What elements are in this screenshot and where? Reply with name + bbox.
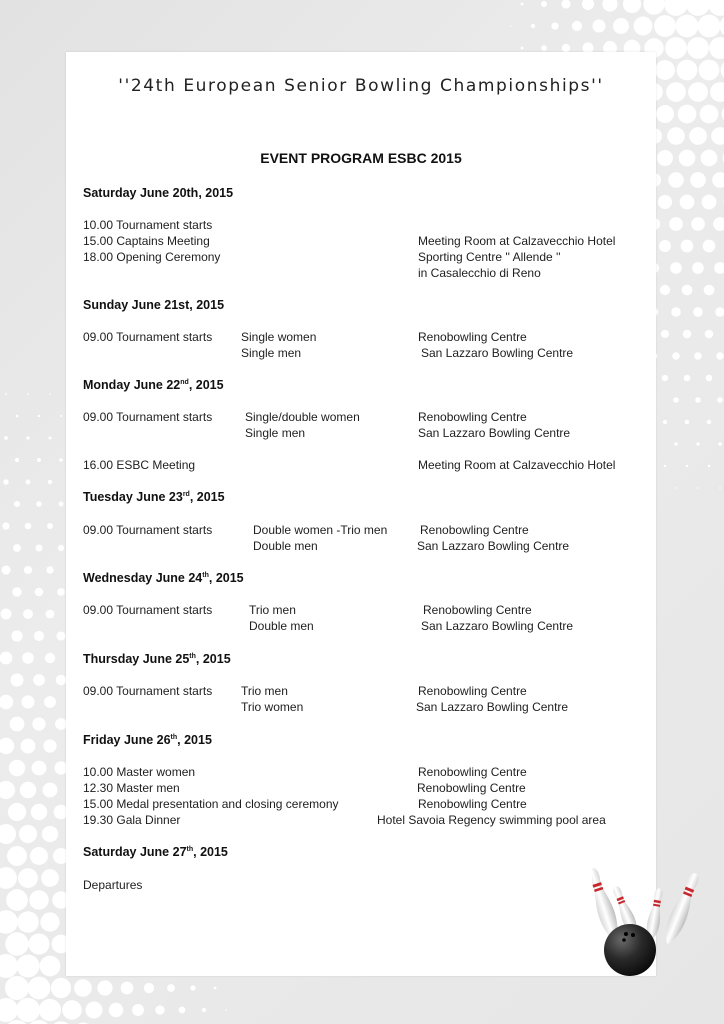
bowling-pin-icon	[660, 870, 702, 947]
background-dot	[121, 982, 134, 995]
background-dot	[689, 127, 707, 145]
background-dot	[25, 523, 32, 530]
background-dot	[664, 465, 666, 467]
background-dot	[702, 195, 717, 210]
background-dot	[33, 674, 45, 686]
background-dot	[690, 172, 706, 188]
event-venue: Renobowling Centre	[418, 765, 527, 779]
background-dot	[35, 588, 44, 597]
background-dot	[18, 868, 38, 888]
background-dot	[46, 610, 55, 619]
day-heading	[83, 490, 225, 504]
background-dot	[704, 285, 715, 296]
event-venue: in Casalecchio di Reno	[418, 266, 541, 280]
background-dot	[706, 375, 713, 382]
background-dot	[634, 17, 653, 36]
event-time-activity: 09.00 Tournament starts	[83, 330, 213, 344]
background-dot	[26, 480, 31, 485]
program-title: EVENT PROGRAM ESBC 2015	[260, 150, 462, 166]
background-dot	[0, 998, 18, 1022]
event-time-activity: 12.30 Master men	[83, 781, 180, 795]
event-venue: Meeting Room at Calzavecchio Hotel	[418, 458, 616, 472]
background-dot	[13, 544, 21, 552]
event-venue: San Lazzaro Bowling Centre	[421, 619, 574, 633]
background-dot	[32, 717, 45, 730]
event-category: Trio men	[249, 603, 296, 617]
background-dot	[24, 566, 32, 574]
day-heading-text: Tuesday June 23	[83, 490, 183, 504]
background-dot	[714, 262, 724, 274]
event-time-activity: 09.00 Tournament starts	[83, 523, 213, 537]
background-dot	[179, 1007, 186, 1014]
background-dot	[27, 393, 29, 395]
day-heading-year: , 2015	[195, 652, 231, 666]
program-sheet	[66, 52, 656, 976]
background-dot	[673, 397, 679, 403]
background-dot	[682, 285, 693, 296]
event-venue: San Lazzaro Bowling Centre	[416, 700, 569, 714]
bowling-ball-icon	[604, 924, 656, 976]
background-dot	[674, 442, 678, 446]
day-ordinal-suffix: th	[170, 733, 178, 741]
background-dot	[658, 195, 672, 209]
background-dot	[685, 420, 690, 425]
background-dot	[0, 910, 18, 934]
background-dot	[686, 0, 710, 16]
event-category: Trio men	[241, 684, 288, 698]
background-dot	[109, 1003, 123, 1017]
background-dot	[5, 932, 28, 955]
background-dot	[44, 696, 56, 708]
background-dot	[47, 523, 53, 529]
background-dot	[696, 442, 700, 446]
background-dot	[48, 480, 52, 484]
event-category: Single men	[245, 426, 306, 440]
background-dot	[665, 37, 687, 59]
background-dot	[701, 150, 718, 167]
background-dot	[5, 393, 7, 395]
background-dot	[16, 998, 40, 1022]
document-title: ''24th European Senior Bowling Championships''	[118, 76, 604, 96]
background-dot	[43, 783, 58, 798]
day-ordinal-suffix: th	[202, 571, 209, 579]
event-time-activity: 15.00 Medal presentation and closing ceremony	[83, 797, 339, 811]
background-dot	[677, 60, 698, 81]
background-dot	[659, 240, 671, 252]
background-dot	[40, 912, 59, 931]
event-venue: San Lazzaro Bowling Centre	[421, 346, 574, 360]
background-dot	[21, 695, 34, 708]
background-dot	[32, 761, 47, 776]
background-dot	[10, 717, 25, 732]
background-dot	[613, 18, 629, 34]
background-dot	[56, 631, 65, 640]
background-dot	[41, 869, 59, 887]
background-dot	[572, 21, 582, 31]
background-dot	[8, 803, 26, 821]
event-venue: Sporting Centre '' Allende ''	[418, 250, 561, 264]
background-dot	[667, 127, 685, 145]
background-dot	[711, 127, 724, 145]
background-dot	[45, 653, 55, 663]
background-dot	[687, 37, 709, 59]
background-dot	[697, 487, 698, 488]
background-dot	[57, 588, 65, 596]
event-time-activity: 16.00 ESBC Meeting	[83, 458, 196, 472]
background-dot	[2, 522, 9, 529]
background-dot	[34, 631, 44, 641]
event-category: Single/double women	[245, 410, 360, 424]
background-dot	[693, 307, 703, 317]
event-category: Double men	[249, 619, 314, 633]
background-dot	[679, 150, 696, 167]
background-dot	[49, 437, 52, 440]
background-dot	[43, 739, 56, 752]
event-category: Trio women	[241, 700, 304, 714]
event-time-activity: 15.00 Captains Meeting	[83, 234, 210, 248]
background-dot	[37, 458, 41, 462]
day-heading-text: Wednesday June 24	[83, 571, 203, 585]
day-heading	[83, 378, 224, 392]
event-venue: Renobowling Centre	[423, 603, 532, 617]
event-venue: Renobowling Centre	[420, 523, 529, 537]
background-dot	[671, 307, 681, 317]
background-dot	[14, 501, 20, 507]
background-dot	[97, 980, 112, 995]
event-venue: Renobowling Centre	[418, 410, 527, 424]
background-dot	[672, 352, 680, 360]
background-dot	[225, 1009, 227, 1011]
background-dot	[709, 37, 724, 59]
background-dot	[0, 738, 14, 754]
background-dot	[1, 609, 12, 620]
background-dot	[664, 0, 688, 16]
background-dot	[707, 420, 712, 425]
day-ordinal-suffix: th	[186, 845, 194, 853]
background-dot	[35, 544, 42, 551]
background-dot	[0, 867, 17, 889]
background-dot	[668, 172, 684, 188]
background-dot	[22, 652, 34, 664]
event-venue: Hotel Savoia Regency swimming pool area	[377, 813, 606, 827]
background-dot	[676, 15, 699, 38]
day-heading-text: Thursday June 25	[83, 652, 190, 666]
background-dot	[592, 19, 605, 32]
day-heading-text: Monday June 22	[83, 378, 181, 392]
background-dot	[680, 195, 695, 210]
background-dot	[656, 105, 674, 123]
background-dot	[662, 375, 668, 381]
background-dot	[670, 262, 682, 274]
background-dot	[521, 47, 524, 50]
background-dot	[561, 0, 570, 9]
background-dot	[26, 436, 29, 439]
background-dot	[720, 15, 724, 38]
background-dot	[684, 375, 691, 382]
background-dot	[28, 977, 51, 1000]
background-dot	[59, 502, 64, 507]
background-dot	[0, 824, 16, 844]
background-dot	[167, 984, 175, 992]
background-dot	[85, 1001, 102, 1018]
background-dot	[562, 44, 570, 52]
background-dot	[643, 0, 664, 15]
background-dot	[655, 60, 675, 80]
background-dot	[715, 307, 724, 317]
day-heading-year: , 2015	[188, 378, 224, 392]
background-dot	[582, 0, 594, 10]
background-dot	[144, 983, 154, 993]
day-heading-text: Saturday June 27	[83, 845, 187, 859]
background-dot	[717, 397, 723, 403]
background-dot	[30, 847, 48, 865]
day-heading-text: Friday June 26	[83, 733, 171, 747]
event-time-activity: 09.00 Tournament starts	[83, 684, 213, 698]
background-dot	[675, 487, 676, 488]
day-heading	[83, 652, 231, 666]
background-dot	[686, 465, 688, 467]
background-dot	[59, 458, 62, 461]
background-dot	[29, 890, 49, 910]
background-dot	[666, 82, 686, 102]
background-dot	[654, 15, 676, 37]
background-dot	[0, 954, 18, 978]
background-dot	[703, 240, 716, 253]
background-dot	[38, 415, 40, 417]
background-dot	[698, 15, 721, 38]
background-dot	[190, 985, 195, 990]
day-ordinal-suffix: nd	[180, 378, 189, 386]
background-dot	[17, 911, 38, 932]
background-dot	[40, 956, 61, 977]
background-dot	[28, 933, 49, 954]
background-dot	[700, 105, 719, 124]
event-time-activity: 10.00 Tournament starts	[83, 218, 213, 232]
background-dot	[661, 330, 669, 338]
background-dot	[691, 217, 705, 231]
event-category: Double women -Trio men	[253, 523, 388, 537]
background-dot	[699, 60, 720, 81]
background-dot	[710, 82, 724, 102]
day-heading: Saturday June 20th, 2015	[83, 186, 234, 200]
background-dot	[132, 1004, 144, 1016]
background-dot	[21, 739, 36, 754]
background-dot	[214, 987, 217, 990]
background-dot	[713, 217, 724, 231]
background-dot	[56, 675, 66, 685]
background-dot	[657, 150, 673, 166]
background-dot	[716, 352, 724, 360]
event-venue: Meeting Room at Calzavecchio Hotel	[418, 234, 616, 248]
event-time-activity: 10.00 Master women	[83, 765, 196, 779]
event-venue: Renobowling Centre	[418, 797, 527, 811]
background-dot	[663, 420, 667, 424]
background-dot	[694, 352, 702, 360]
bowling-pins-illustration	[592, 862, 702, 978]
day-heading-year: , 2015	[208, 571, 244, 585]
background-dot	[3, 479, 8, 484]
event-time-activity: 18.00 Opening Ceremony	[83, 250, 221, 264]
background-dot	[155, 1005, 164, 1014]
background-dot	[15, 458, 19, 462]
background-dot	[6, 889, 28, 911]
day-heading	[83, 845, 228, 859]
event-time-activity: 09.00 Tournament starts	[83, 410, 213, 424]
event-venue: Renobowling Centre	[418, 330, 527, 344]
background-dot	[688, 82, 708, 102]
background-dot	[692, 262, 704, 274]
day-heading-year: , 2015	[177, 733, 212, 747]
day-ordinal-suffix: th	[189, 652, 196, 660]
background-dot	[719, 487, 720, 488]
background-dot	[1, 565, 10, 574]
background-dot	[683, 330, 692, 339]
event-venue: Renobowling Centre	[418, 684, 527, 698]
background-dot	[7, 846, 27, 866]
background-dot	[718, 442, 722, 446]
event-category: Double men	[253, 539, 318, 553]
background-dot	[16, 415, 19, 418]
background-dot	[660, 285, 670, 295]
background-dot	[62, 1000, 82, 1020]
background-dot	[551, 22, 558, 29]
background-dot	[23, 609, 33, 619]
background-dot	[541, 1, 547, 7]
background-dot	[0, 695, 13, 710]
background-dot	[31, 804, 47, 820]
background-dot	[202, 1008, 206, 1012]
background-dot	[678, 105, 697, 124]
day-heading-year: , 2015	[193, 845, 228, 859]
day-heading-year: , 2015	[189, 490, 225, 504]
event-category: Single women	[241, 330, 317, 344]
background-dot	[49, 393, 50, 394]
event-venue: San Lazzaro Bowling Centre	[418, 426, 571, 440]
day-ordinal-suffix: rd	[182, 490, 190, 498]
background-dot	[11, 630, 22, 641]
background-dot	[4, 436, 8, 440]
background-dot	[16, 954, 39, 977]
background-dot	[708, 0, 724, 16]
background-dot	[531, 24, 535, 28]
background-dot	[721, 60, 724, 81]
day-heading	[83, 571, 244, 585]
background-dot	[9, 760, 25, 776]
background-dot	[46, 566, 53, 573]
background-dot	[20, 782, 36, 798]
event-venue: San Lazzaro Bowling Centre	[417, 539, 570, 553]
background-dot	[669, 217, 683, 231]
background-dot	[58, 545, 64, 551]
background-dot	[0, 781, 15, 799]
event-venue: Renobowling Centre	[417, 781, 526, 795]
background-dot	[36, 501, 41, 506]
background-dot	[712, 172, 724, 188]
background-dot	[12, 587, 22, 597]
background-dot	[510, 25, 511, 26]
background-dot	[51, 978, 71, 998]
event-time-activity: 19.30 Gala Dinner	[83, 813, 181, 827]
background-dot	[708, 465, 710, 467]
day-heading: Sunday June 21st, 2015	[83, 298, 225, 312]
day-heading	[83, 733, 212, 747]
background-dot	[39, 999, 61, 1021]
background-dot	[541, 45, 547, 51]
background-dot	[74, 979, 92, 997]
background-dot	[681, 240, 694, 253]
background-dot	[19, 825, 37, 843]
event-time-activity: Departures	[83, 878, 143, 892]
event-category: Single men	[241, 346, 302, 360]
background-dot	[695, 397, 701, 403]
background-dot	[623, 0, 641, 13]
background-dot	[10, 673, 23, 686]
background-dot	[60, 415, 62, 417]
background-dot	[0, 652, 12, 665]
event-time-activity: 09.00 Tournament starts	[83, 603, 213, 617]
background-dot	[42, 826, 58, 842]
background-dot	[602, 0, 617, 12]
background-dot	[5, 976, 29, 1000]
background-dot	[705, 330, 714, 339]
background-dot	[520, 2, 523, 5]
